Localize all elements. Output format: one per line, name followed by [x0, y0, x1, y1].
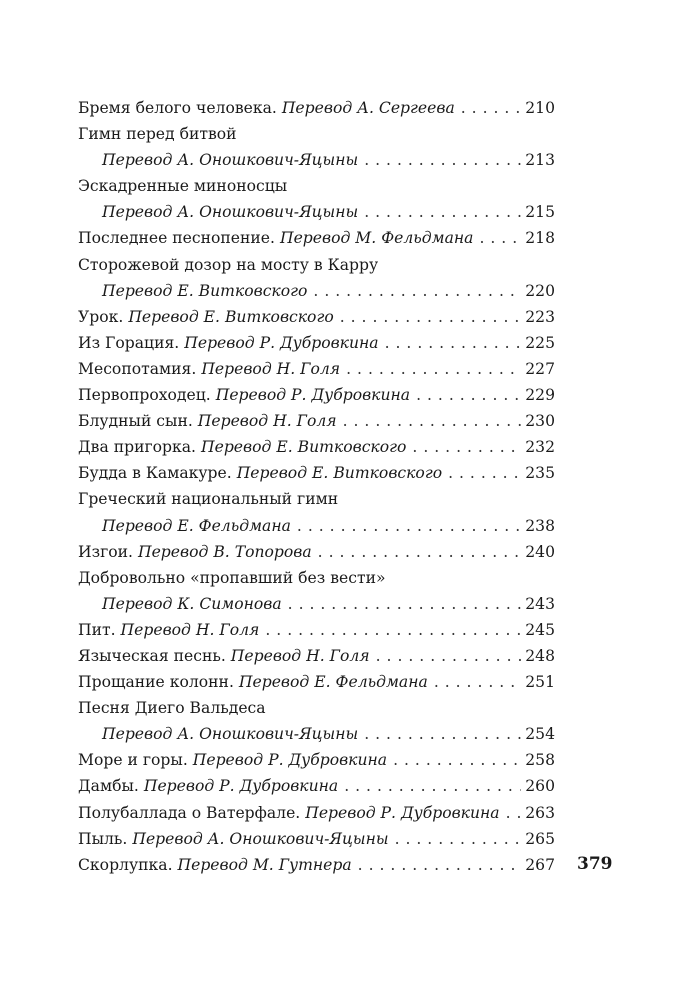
toc-translator: Перевод Е. Фельдмана [102, 516, 291, 535]
toc-entry [78, 695, 555, 747]
toc-page-number: 215 [525, 203, 555, 222]
toc-line [78, 434, 555, 460]
toc-leader-dots [479, 225, 521, 251]
toc-translator: Перевод Н. Голя [197, 412, 337, 431]
toc-entry [78, 669, 555, 695]
toc-page-number: 267 [525, 855, 555, 874]
toc-translator: Перевод Е. Витковского [128, 307, 334, 326]
toc-translator: Перевод А. Оношкович-Яцыны [102, 151, 359, 170]
toc-translator: Перевод Р. Дубровкина [192, 751, 388, 770]
toc-translator-line [78, 591, 555, 617]
toc-leader-dots [346, 356, 521, 382]
toc-translator-line [78, 147, 555, 173]
toc-title: Песня Диего Вальдеса [78, 699, 266, 718]
toc-translator: Перевод Р. Дубровкина [143, 777, 339, 796]
toc-page-number: 245 [525, 620, 555, 639]
toc-page-number: 254 [525, 725, 555, 744]
toc-title: Добровольно «пропавший без вести» [78, 568, 386, 587]
toc-translator: Перевод К. Симонова [102, 594, 282, 613]
toc-line [78, 356, 555, 382]
toc-page-number: 223 [525, 307, 555, 326]
toc-line [78, 95, 555, 121]
toc-title: Дамбы. [78, 777, 139, 796]
toc-title: Последнее песнопение. [78, 229, 275, 248]
toc-page-number: 251 [525, 673, 555, 692]
toc-line [78, 826, 555, 852]
toc-line [78, 800, 555, 826]
toc-translator: Перевод Е. Витковского [236, 464, 443, 483]
toc-translator-line [78, 513, 555, 539]
toc-title: Бремя белого человека. [78, 99, 277, 117]
toc-title-line [78, 173, 555, 199]
toc-title: Языческая песнь. [78, 646, 226, 665]
toc-leader-dots [506, 800, 521, 826]
toc-line [78, 852, 555, 878]
toc-title: Сторожевой дозор на мосту в Карру [78, 255, 379, 274]
toc-translator: Перевод М. Гутнера [177, 855, 352, 874]
toc-line [78, 225, 555, 251]
toc-translator: Перевод В. Топорова [137, 542, 312, 561]
toc-entry [78, 252, 555, 304]
toc-page-number: 238 [525, 516, 555, 535]
toc-page-number: 265 [525, 829, 555, 848]
toc-entry [78, 643, 555, 669]
toc-title: Пит. [78, 620, 116, 639]
toc-entry [78, 747, 555, 773]
toc-leader-dots [297, 513, 521, 539]
toc-title: Пыль. [78, 829, 128, 848]
toc-page-number: 225 [525, 333, 555, 352]
toc-page-number: 258 [525, 751, 555, 770]
toc-translator: Перевод Е. Витковского [201, 438, 407, 457]
toc-line [78, 460, 555, 486]
toc-title: Море и горы. [78, 751, 188, 770]
toc-title: Блудный сын. [78, 412, 193, 431]
toc-page-number: 240 [525, 542, 555, 561]
toc-translator: Перевод А. Оношкович-Яцыны [102, 725, 359, 744]
toc-line [78, 747, 555, 773]
toc-leader-dots [461, 95, 521, 121]
toc-title: Урок. [78, 307, 124, 326]
toc-leader-dots [364, 721, 521, 747]
toc-title-line [78, 486, 555, 512]
toc-entry [78, 800, 555, 826]
toc-translator: Перевод А. Сергеева [281, 99, 455, 117]
toc-entry [78, 173, 555, 225]
toc-page-number: 218 [525, 229, 555, 248]
toc-title: Греческий национальный гимн [78, 490, 339, 509]
toc-translator: Перевод Р. Дубровкина [215, 386, 411, 405]
toc-leader-dots [343, 408, 521, 434]
toc-translator: Перевод Р. Дубровкина [305, 803, 500, 822]
toc-translator: Перевод Н. Голя [120, 620, 260, 639]
toc-entry [78, 356, 555, 382]
toc-leader-dots [393, 747, 521, 773]
toc-title: Первопроходец. [78, 386, 211, 405]
toc-translator: Перевод А. Оношкович-Яцыны [102, 203, 359, 222]
toc-page-number: 229 [525, 386, 555, 405]
toc-leader-dots [358, 852, 521, 878]
toc-leader-dots [416, 382, 521, 408]
toc-page-number: 210 [525, 99, 555, 117]
toc-page-number: 230 [525, 412, 555, 431]
toc-entry [78, 773, 555, 799]
toc-translator: Перевод Р. Дубровкина [184, 333, 379, 352]
toc-entry [78, 852, 555, 878]
toc-leader-dots [385, 330, 521, 356]
toc-entry [78, 121, 555, 173]
toc-line [78, 382, 555, 408]
toc-entry [78, 486, 555, 538]
toc-leader-dots [395, 826, 521, 852]
toc-translator: Перевод А. Оношкович-Яцыны [132, 829, 389, 848]
toc-entry [78, 617, 555, 643]
toc-entry [78, 565, 555, 617]
toc-page-number: 227 [525, 359, 555, 378]
toc-title: Гимн перед битвой [78, 125, 237, 144]
toc-page-number: 243 [525, 594, 555, 613]
toc-translator: Перевод Н. Голя [230, 646, 370, 665]
toc-line [78, 773, 555, 799]
toc-line [78, 669, 555, 695]
toc-title: Изгои. [78, 542, 134, 561]
toc-entry [78, 434, 555, 460]
toc-entry [78, 95, 555, 121]
toc-title: Из Горация. [78, 333, 180, 352]
toc-page-number: 248 [525, 646, 555, 665]
toc-translator: Перевод Е. Витковского [102, 281, 308, 300]
toc-title: Прощание колонн. [78, 673, 234, 692]
toc-entry [78, 304, 555, 330]
page-number: 379 [577, 854, 613, 874]
toc-page-number: 260 [525, 777, 555, 796]
toc-title-line [78, 121, 555, 147]
toc-leader-dots [265, 617, 521, 643]
toc-title: Будда в Камакуре. [78, 464, 232, 483]
toc-entry [78, 539, 555, 565]
toc-entry [78, 225, 555, 251]
toc-entry [78, 382, 555, 408]
toc-page-number: 235 [525, 464, 555, 483]
toc-title: Эскадренные миноносцы [78, 177, 288, 196]
toc-page-number: 213 [525, 151, 555, 170]
toc-line [78, 539, 555, 565]
toc-page-number: 263 [525, 803, 555, 822]
toc-translator-line [78, 278, 555, 304]
table-of-contents [78, 95, 555, 878]
toc-line [78, 408, 555, 434]
toc-leader-dots [412, 434, 521, 460]
toc-entry [78, 460, 555, 486]
toc-translator: Перевод Е. Фельдмана [238, 673, 428, 692]
toc-translator: Перевод Н. Голя [201, 359, 341, 378]
toc-translator-line [78, 199, 555, 225]
toc-translator: Перевод М. Фельдмана [279, 229, 474, 248]
toc-entry [78, 330, 555, 356]
toc-leader-dots [288, 591, 521, 617]
toc-title: Месопотамия. [78, 359, 197, 378]
toc-page-number: 232 [525, 438, 555, 457]
toc-entry [78, 826, 555, 852]
toc-entry [78, 408, 555, 434]
toc-leader-dots [364, 147, 521, 173]
toc-line [78, 617, 555, 643]
toc-leader-dots [318, 539, 521, 565]
toc-line [78, 643, 555, 669]
toc-title: Два пригорка. [78, 438, 197, 457]
toc-line [78, 304, 555, 330]
toc-leader-dots [448, 460, 521, 486]
toc-translator-line [78, 721, 555, 747]
toc-leader-dots [313, 278, 521, 304]
toc-line [78, 330, 555, 356]
toc-leader-dots [364, 199, 521, 225]
toc-leader-dots [434, 669, 521, 695]
toc-title-line [78, 695, 555, 721]
toc-title: Скорлупка. [78, 855, 173, 874]
toc-page-number: 220 [525, 281, 555, 300]
toc-title: Полубаллада о Ватерфале. [78, 803, 301, 822]
toc-leader-dots [376, 643, 521, 669]
toc-title-line [78, 252, 555, 278]
toc-leader-dots [344, 773, 521, 799]
toc-title-line [78, 565, 555, 591]
toc-leader-dots [340, 304, 521, 330]
